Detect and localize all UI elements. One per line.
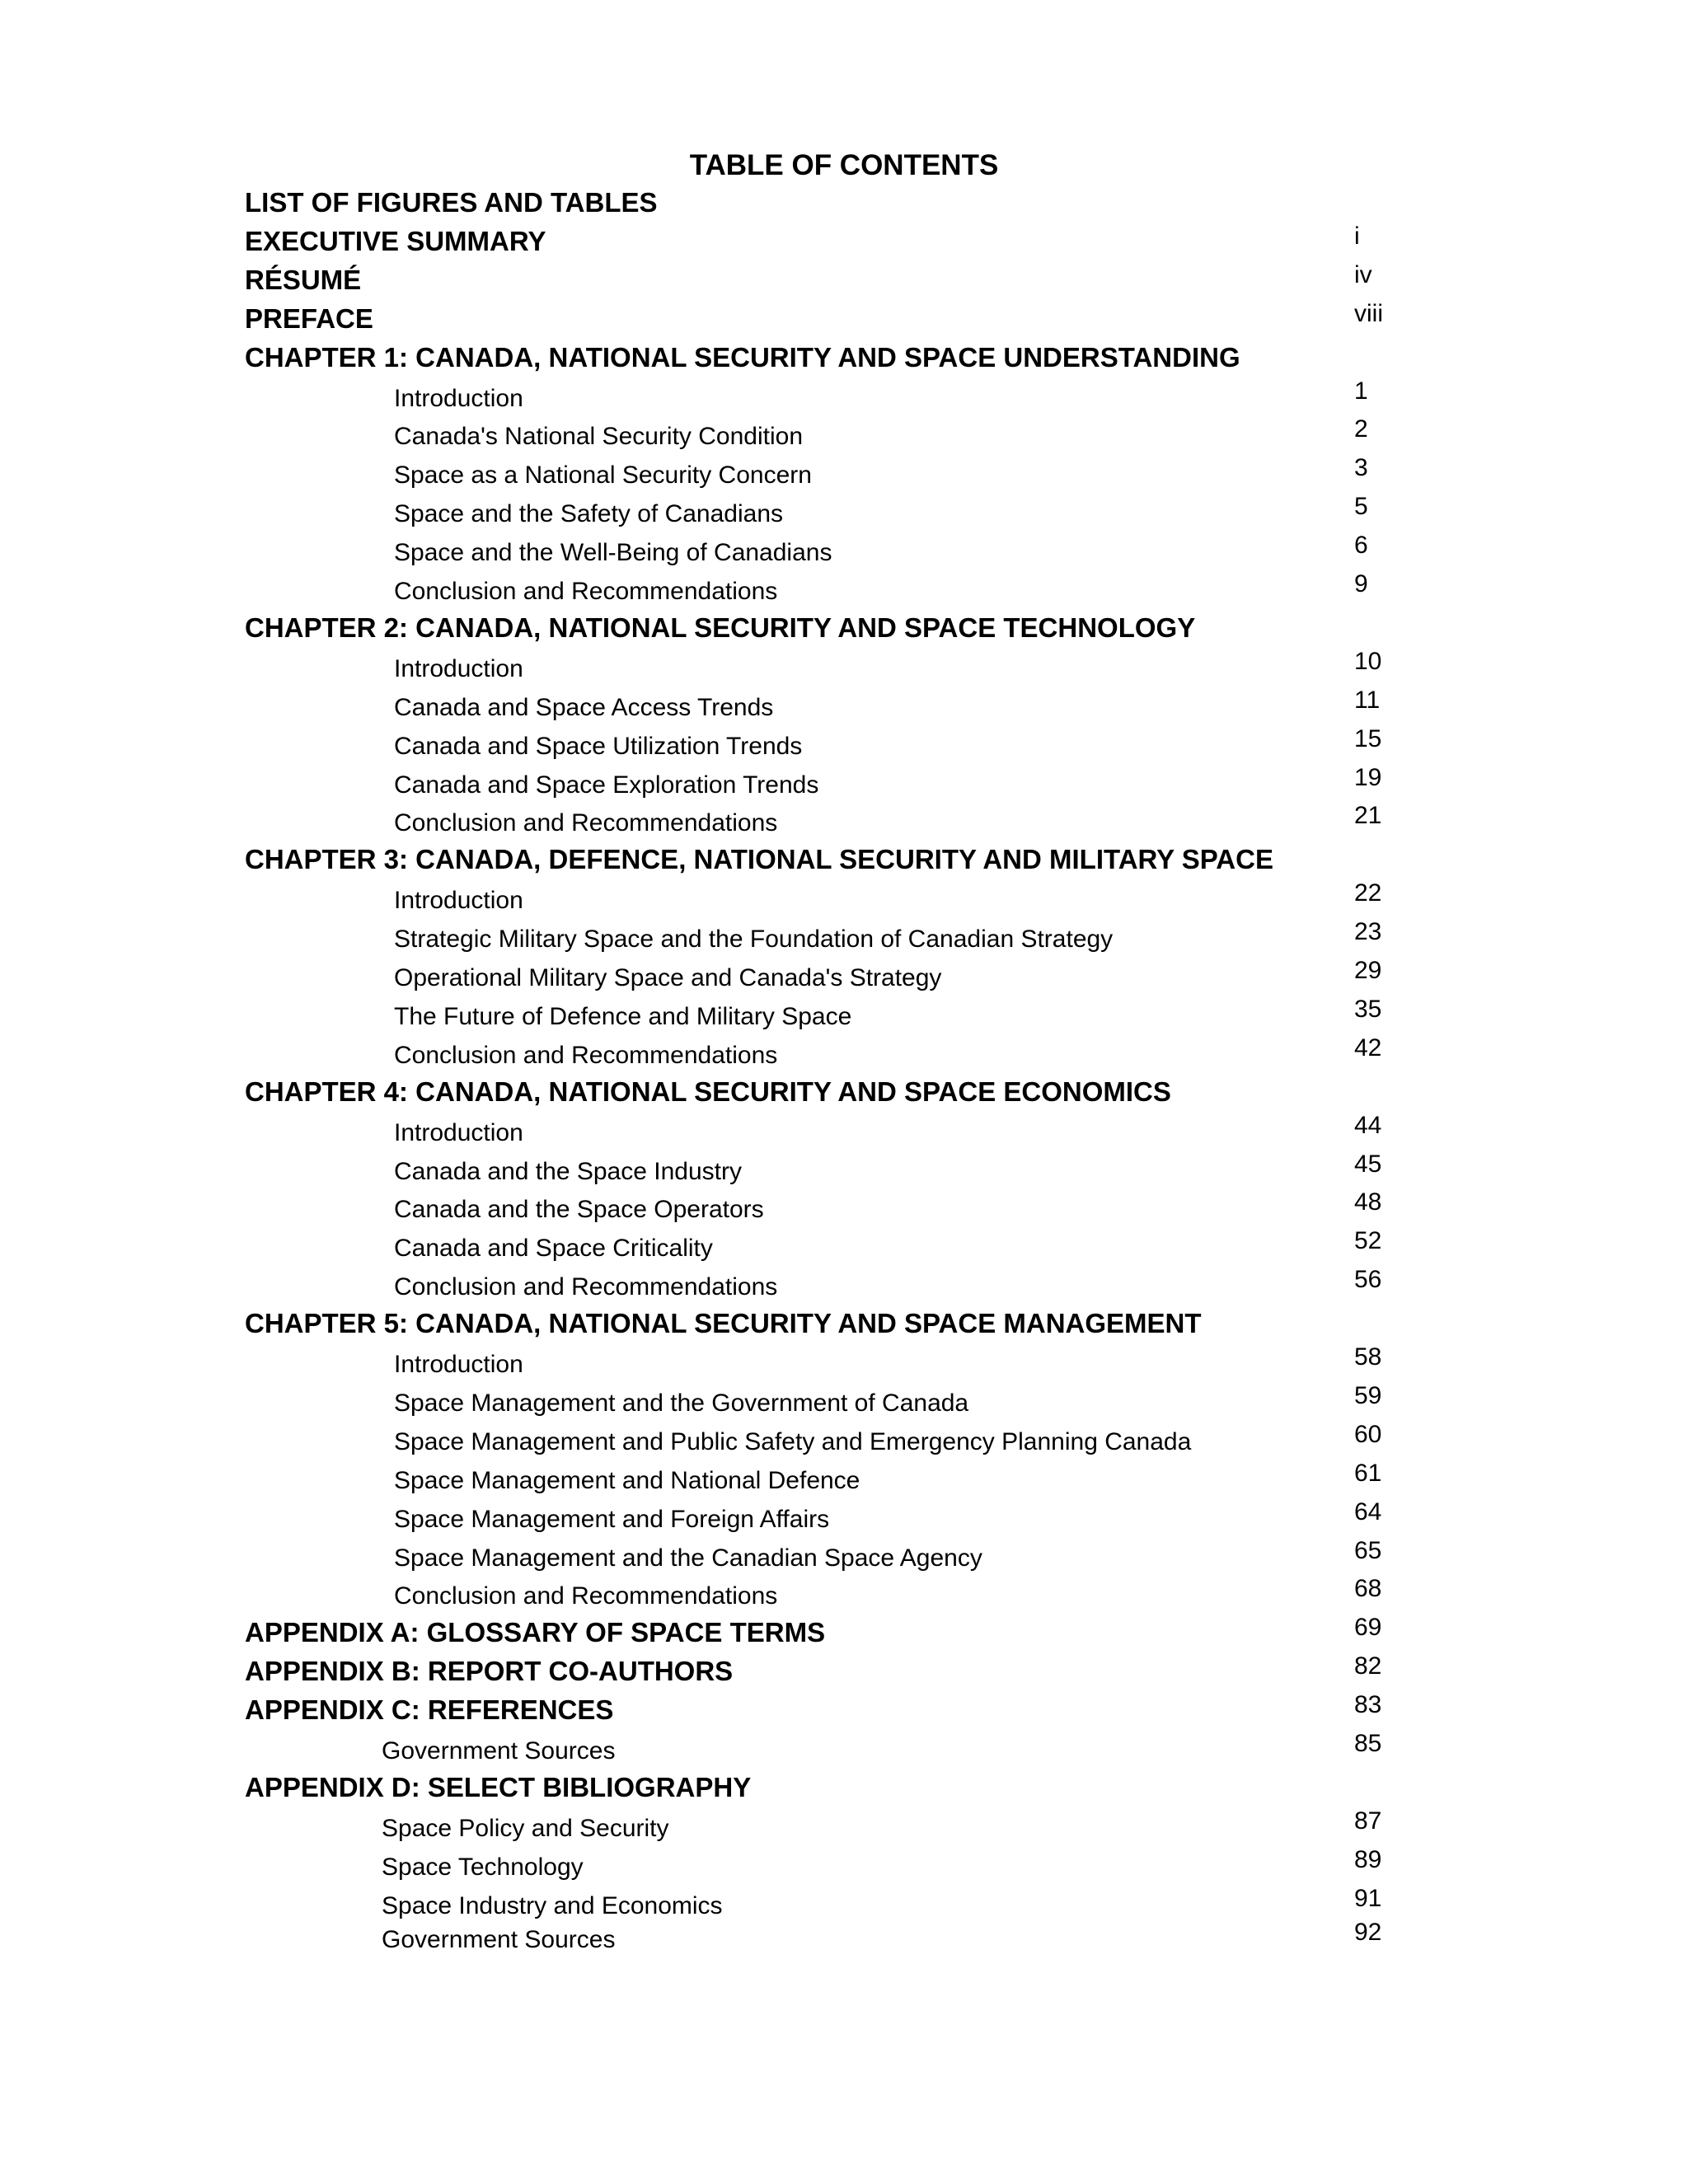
toc-entry-label: Canada and the Space Industry xyxy=(394,1157,742,1185)
toc-entry xyxy=(0,686,1688,724)
toc-page-number: iv xyxy=(1354,260,1372,288)
toc-entry-label: Introduction xyxy=(394,1118,523,1146)
toc-heading xyxy=(0,1652,1688,1690)
toc-page-number: 64 xyxy=(1354,1497,1382,1526)
toc-entry xyxy=(0,1918,1688,1957)
toc-entry xyxy=(0,1343,1688,1381)
toc-entry xyxy=(0,1459,1688,1497)
toc-entry-label: Conclusion and Recommendations xyxy=(394,1582,778,1610)
toc-entry-label: Space Industry and Economics xyxy=(382,1891,723,1919)
toc-page-number: 68 xyxy=(1354,1575,1382,1603)
toc-entry-label: Space as a National Security Concern xyxy=(394,462,812,490)
toc-page-number: 87 xyxy=(1354,1807,1382,1835)
toc-entry xyxy=(0,1150,1688,1188)
toc-entry xyxy=(0,1111,1688,1150)
toc-page-number: 83 xyxy=(1354,1691,1382,1719)
toc-entry-label: Space and the Safety of Canadians xyxy=(394,500,784,528)
toc-page-number: 10 xyxy=(1354,647,1382,675)
toc-entry xyxy=(0,1226,1688,1265)
toc-entry-label: Canada and Space Exploration Trends xyxy=(394,771,819,799)
toc-page-number: 82 xyxy=(1354,1652,1382,1680)
toc-entry-label: Space Management and Public Safety and Emergency Planning Canada xyxy=(394,1427,1192,1455)
toc-entry xyxy=(0,995,1688,1033)
toc-page-number: 58 xyxy=(1354,1343,1382,1371)
toc-entry xyxy=(0,1729,1688,1768)
toc-entry-label: Conclusion and Recommendations xyxy=(394,1273,778,1301)
toc-entry-label: Conclusion and Recommendations xyxy=(394,809,778,837)
toc-heading xyxy=(0,608,1688,647)
toc-entry-label: CHAPTER 5: CANADA, NATIONAL SECURITY AND SPACE MANAGEMENT xyxy=(245,1308,1202,1339)
toc-entry-label: Introduction xyxy=(394,384,523,412)
toc-entry-label: EXECUTIVE SUMMARY xyxy=(245,225,546,256)
toc-heading xyxy=(0,222,1688,260)
toc-page-number: 22 xyxy=(1354,879,1382,907)
toc-entry-label: Canada's National Security Condition xyxy=(394,423,804,451)
toc-entry-label: CHAPTER 4: CANADA, NATIONAL SECURITY AND SPACE ECONOMICS xyxy=(245,1076,1171,1107)
toc-page-number: 91 xyxy=(1354,1884,1382,1912)
toc-entry xyxy=(0,1497,1688,1536)
toc-page-number: viii xyxy=(1354,299,1383,327)
toc-entry-label: Strategic Military Space and the Foundation of Canadian Strategy xyxy=(394,926,1114,954)
toc-entry xyxy=(0,1536,1688,1575)
toc-heading xyxy=(0,1072,1688,1111)
toc-entry xyxy=(0,647,1688,686)
toc-entry-label: CHAPTER 3: CANADA, DEFENCE, NATIONAL SECURITY AND MILITARY SPACE xyxy=(245,844,1273,875)
toc-page-number: 65 xyxy=(1354,1536,1382,1564)
toc-entry xyxy=(0,453,1688,492)
toc-entry xyxy=(0,879,1688,917)
toc-entry-label: APPENDIX A: GLOSSARY OF SPACE TERMS xyxy=(245,1617,826,1648)
toc-entry xyxy=(0,1420,1688,1459)
toc-heading xyxy=(0,299,1688,338)
toc-entry-label: Space and the Well-Being of Canadians xyxy=(394,539,832,567)
toc-page-number: 21 xyxy=(1354,802,1382,830)
toc-entry-label: Conclusion and Recommendations xyxy=(394,1041,778,1069)
toc-entry-label: Space Management and the Canadian Space Agency xyxy=(394,1544,982,1572)
toc-page-number: 52 xyxy=(1354,1227,1382,1255)
toc-heading xyxy=(0,1304,1688,1343)
toc-heading xyxy=(0,338,1688,377)
toc-page-number: 23 xyxy=(1354,918,1382,946)
toc-page-number: 9 xyxy=(1354,570,1368,598)
toc-page-number: 48 xyxy=(1354,1188,1382,1216)
toc-heading xyxy=(0,260,1688,299)
toc-page-number: 44 xyxy=(1354,1111,1382,1139)
toc-entry xyxy=(0,1574,1688,1613)
toc-entry xyxy=(0,801,1688,840)
toc-entry xyxy=(0,1033,1688,1072)
toc-page-number: 42 xyxy=(1354,1033,1382,1062)
toc-entry xyxy=(0,415,1688,453)
toc-entry-label: Introduction xyxy=(394,1351,523,1378)
toc-entry-label: CHAPTER 2: CANADA, NATIONAL SECURITY AND SPACE TECHNOLOGY xyxy=(245,612,1196,643)
toc-page-number: 89 xyxy=(1354,1845,1382,1873)
toc-entry xyxy=(0,917,1688,956)
toc-entry-label: The Future of Defence and Military Space xyxy=(394,1002,852,1030)
toc-entry xyxy=(0,1845,1688,1884)
toc-entry-label: Government Sources xyxy=(382,1737,616,1765)
toc-page-number: 92 xyxy=(1354,1918,1382,1946)
toc-entry-label: CHAPTER 1: CANADA, NATIONAL SECURITY AND SPACE UNDERSTANDING xyxy=(245,341,1240,373)
toc-entry xyxy=(0,1265,1688,1304)
toc-entry xyxy=(0,531,1688,569)
toc-entry-label: Canada and Space Utilization Trends xyxy=(394,732,803,760)
toc-heading xyxy=(0,840,1688,879)
toc-entry-label: Canada and Space Access Trends xyxy=(394,693,774,721)
toc-entry xyxy=(0,1188,1688,1226)
toc-entry xyxy=(0,763,1688,802)
toc-entry-label: Canada and the Space Operators xyxy=(394,1196,764,1224)
toc-entry-label: Introduction xyxy=(394,654,523,682)
toc-page-number: 6 xyxy=(1354,532,1368,560)
toc-page-number: 69 xyxy=(1354,1614,1382,1642)
toc-page-number: 60 xyxy=(1354,1420,1382,1448)
toc-page-number: 59 xyxy=(1354,1381,1382,1409)
toc-page-number: 3 xyxy=(1354,454,1368,482)
toc-heading xyxy=(0,183,1688,222)
toc-entry-label: Conclusion and Recommendations xyxy=(394,578,778,605)
toc-page-number: 35 xyxy=(1354,995,1382,1023)
toc-entry xyxy=(0,377,1688,415)
toc-heading xyxy=(0,1768,1688,1807)
toc-page-number: i xyxy=(1354,222,1360,250)
toc-page-number: 5 xyxy=(1354,493,1368,521)
toc-page-number: 85 xyxy=(1354,1730,1382,1757)
toc-page-number: 11 xyxy=(1354,686,1381,714)
toc-entry-label: Space Management and the Government of Canada xyxy=(394,1389,969,1417)
toc-entry-label: Space Management and National Defence xyxy=(394,1466,860,1494)
toc-heading xyxy=(0,1613,1688,1652)
toc-heading xyxy=(0,1690,1688,1729)
toc-entry xyxy=(0,956,1688,995)
toc-entry xyxy=(0,569,1688,608)
toc-entry-label: APPENDIX B: REPORT CO-AUTHORS xyxy=(245,1656,734,1687)
toc-page-number: 1 xyxy=(1354,377,1368,405)
toc-entry-label: PREFACE xyxy=(245,302,373,334)
toc-page-number: 19 xyxy=(1354,763,1382,791)
toc-entry-label: Government Sources xyxy=(382,1925,616,1953)
toc-page-number: 56 xyxy=(1354,1266,1382,1294)
toc-entry-label: Space Management and Foreign Affairs xyxy=(394,1505,830,1533)
toc-page-number: 15 xyxy=(1354,724,1382,752)
toc-entry-label: Canada and Space Criticality xyxy=(394,1235,713,1263)
toc-entry xyxy=(0,492,1688,531)
toc-entry xyxy=(0,1381,1688,1420)
toc-entry-label: Space Policy and Security xyxy=(382,1814,669,1842)
toc-entry-label: Introduction xyxy=(394,887,523,915)
toc-entry-label: Operational Military Space and Canada's Strategy xyxy=(394,964,942,991)
toc-page-number: 45 xyxy=(1354,1150,1382,1178)
toc-page-number: 61 xyxy=(1354,1459,1382,1487)
toc-page-number: 29 xyxy=(1354,957,1382,984)
toc-entry-label: LIST OF FIGURES AND TABLES xyxy=(245,187,658,218)
toc-entry-label: RÉSUMÉ xyxy=(245,264,362,295)
toc-entry xyxy=(0,724,1688,763)
toc-entry-label: Space Technology xyxy=(382,1853,584,1881)
toc-page-number: 2 xyxy=(1354,415,1368,443)
toc-entry xyxy=(0,1807,1688,1845)
toc-entry-label: APPENDIX D: SELECT BIBLIOGRAPHY xyxy=(245,1771,752,1802)
page-title: TABLE OF CONTENTS xyxy=(689,149,999,181)
toc-entry-label: APPENDIX C: REFERENCES xyxy=(245,1694,614,1726)
